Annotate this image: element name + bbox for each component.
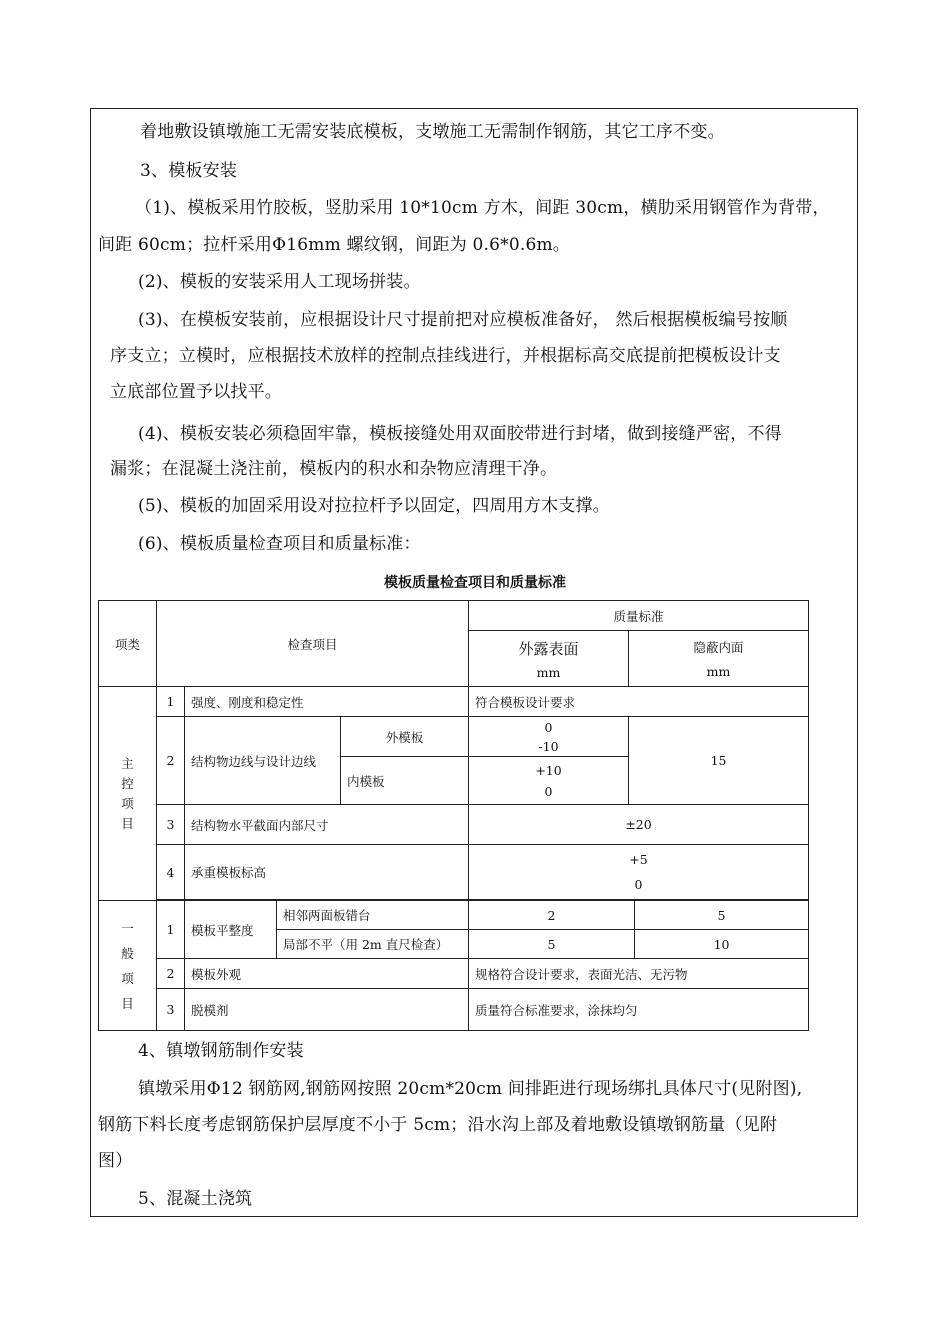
exposed-value: 2 (469, 901, 635, 930)
paragraph: (3)、在模板安装前，应根据设计尺寸提前把对应模板准备好， 然后根据模板编号按顺 (138, 310, 788, 330)
check-item: 脱模剂 (185, 989, 469, 1031)
paragraph: 镇墩采用Φ12 钢筋网,钢筋网按照 20cm*20cm 间排距进行现场绑扎具体尺寸(见附图), (138, 1079, 803, 1099)
standard-value: ±20 (469, 805, 809, 845)
paragraph: （1)、模板采用竹胶板，竖肋采用 10*10cm 方木，间距 30cm，横肋采用钢管作为背带， (135, 198, 830, 218)
paragraph: 漏浆；在混凝土浇注前，模板内的积水和杂物应清理干净。 (110, 459, 558, 479)
standard-value: 质量符合标准要求，涂抹均匀 (469, 989, 809, 1031)
exposed-value: 0 -10 (469, 717, 629, 757)
row-number: 2 (157, 959, 185, 989)
check-item: 承重模板标高 (185, 845, 469, 900)
paragraph: 着地敷设镇墩施工无需安装底模板，支墩施工无需制作钢筋，其它工序不变。 (140, 122, 725, 142)
standard-value: +5 0 (469, 845, 809, 900)
header-category: 项类 (99, 601, 157, 687)
paragraph: 间距 60cm；拉杆采用Φ16mm 螺纹钢，间距为 0.6*0.6m。 (98, 235, 570, 255)
header-standard: 质量标准 (469, 601, 809, 631)
exposed-value: +10 0 (469, 757, 629, 805)
hidden-value: 10 (635, 930, 809, 959)
header-exposed: 外露表面 mm (469, 631, 629, 687)
row-number: 1 (157, 901, 185, 959)
paragraph: 钢筋下料长度考虑钢筋保护层厚度不小于 5cm；沿水沟上部及着地敷设镇墩钢筋量（见附 (98, 1115, 778, 1135)
table-title: 模板质量检查项目和质量标准 (384, 575, 566, 591)
sub-item: 外模板 (341, 717, 469, 757)
hidden-value: 5 (635, 901, 809, 930)
paragraph: 序支立；立模时，应根据技术放样的控制点挂线进行，并根据标高交底提前把模板设计支 (110, 346, 781, 366)
standard-value: 规格符合设计要求，表面光洁、无污物 (469, 959, 809, 989)
check-item: 结构物边线与设计边线 (185, 717, 341, 805)
row-number: 1 (157, 687, 185, 717)
sub-item: 相邻两面板错台 (277, 901, 469, 930)
paragraph: (5)、模板的加固采用设对拉拉杆予以固定，四周用方木支撑。 (138, 496, 610, 516)
row-number: 3 (157, 805, 185, 845)
section-heading: 3、模板安装 (140, 161, 238, 181)
check-item: 模板外观 (185, 959, 469, 989)
section-heading: 4、镇墩钢筋制作安装 (138, 1041, 304, 1061)
hidden-value: 15 (629, 717, 809, 805)
paragraph: (4)、模板安装必须稳固牢靠，模板接缝处用双面胶带进行封堵，做到接缝严密，不得 (138, 424, 782, 444)
sub-item: 局部不平（用 2m 直尺检查） (277, 930, 469, 959)
paragraph: 立底部位置予以找平。 (110, 382, 282, 402)
check-item: 模板平整度 (185, 901, 277, 959)
paragraph: (2)、模板的安装采用人工现场拼装。 (138, 272, 421, 292)
check-item: 结构物水平截面内部尺寸 (185, 805, 469, 845)
header-hidden: 隐蔽内面 mm (629, 631, 809, 687)
check-item: 强度、刚度和稳定性 (185, 687, 469, 717)
standard-value: 符合模板设计要求 (469, 687, 809, 717)
row-number: 4 (157, 845, 185, 900)
main-category: 主 控 项 目 (99, 687, 157, 901)
header-item: 检查项目 (157, 601, 469, 687)
quality-standard-table (98, 600, 809, 1031)
row-number: 2 (157, 717, 185, 805)
exposed-value: 5 (469, 930, 635, 959)
general-category: 一 般 项 目 (99, 901, 157, 1031)
section-heading: 5、混凝土浇筑 (138, 1189, 253, 1209)
row-number: 3 (157, 989, 185, 1031)
paragraph: (6)、模板质量检查项目和质量标准： (138, 534, 421, 554)
paragraph: 图） (98, 1151, 133, 1171)
sub-item: 内模板 (341, 757, 469, 805)
